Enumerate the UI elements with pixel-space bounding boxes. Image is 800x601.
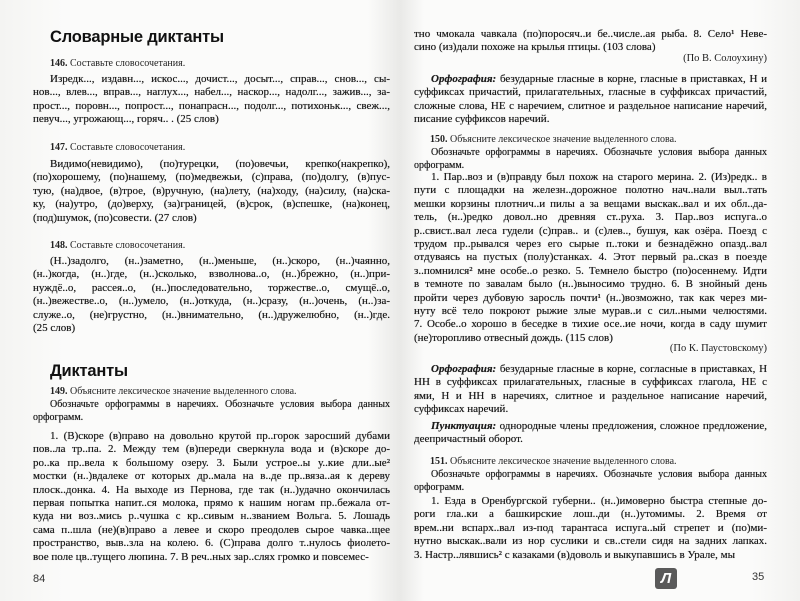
text-line: нуту всё тело покроют рыжие злые мурав..и с сил..ными челюстями. (414, 304, 767, 317)
text-line: деепричастный оборот. (414, 433, 523, 446)
text-line: ку, (на)утро, (до)верху, (за)границей, (в)срок, (в)спешке, (на)конец, (33, 198, 390, 211)
text-line: трудом пр..рывался через его сырые п..токи и безнадёжно опазд..вал (414, 237, 767, 250)
text-line: (Н..)задолго, (н..)заметно, (н..)меньше, (н..)скоро, (н..)чаянно, (50, 255, 390, 267)
exercise-151-text (414, 495, 767, 562)
text-line: сино (из)дали похоже на крылья птицы. (103 слова) (414, 41, 656, 54)
exercise-task: Объясните лексическое значение выделенного слова. (450, 456, 677, 467)
text-line: в темноте по завалам было (н..)выносимо трудно. 6. В знойный день (414, 278, 767, 291)
text-line: орфограмм. (414, 482, 465, 494)
note-text: однородные члены предложения, сложное предложение, (499, 420, 767, 432)
exercise-146-text (33, 73, 390, 127)
exercise-number: 148. (50, 240, 68, 251)
text-line: роги гла..ки а башкирские лош..ди (н..)утомимы. 2. Время от (414, 508, 767, 521)
text-line: мешки корзины плотнич..и пилы а за вещами выскак..вал и их обл..да- (414, 197, 767, 210)
text-line: тно чмокала чавкала (по)поросяч..и бе..числе..ая рыба. 8. Село¹ Неве- (414, 28, 767, 40)
exercise-task: Составьте словосочетания. (70, 58, 186, 69)
text-line: Видимо(невидимо), (по)турецки, (по)овечьи, крепко(накрепко), (50, 158, 390, 170)
text-line: 7. Особе..о хорошо в беседке в тихие осе..ие ночи, когда в саду шумит (414, 318, 767, 331)
orthography-note-1 (414, 73, 767, 127)
exercise-task: Составьте словосочетания. (70, 240, 186, 251)
text-line: служе..о, (не)грустно, (н..)внимательно, (н..)дружелюбно, (н..)где. (33, 308, 390, 321)
text-line: нуждё..о, рассея..о, (н..)последовательно, торжестве..о, смущё..о, (33, 281, 390, 294)
text-line: отдуваясь на пустых (полу)станках. 4. Этот первый ра..сказ в поезде (414, 251, 767, 264)
punctuation-note (414, 420, 767, 447)
text-line: (под)шумок, (по)совести. (27 слов) (33, 211, 197, 224)
text-line: суффиксах причастий, прилагательных, гласные в суффиксах причастий, (414, 86, 767, 99)
text-line: з..помнился² мне особе..о резко. 5. Темнело быстро (по)осеннему. Идти (414, 264, 767, 277)
note-term: Пунктуация: (431, 420, 497, 432)
exercise-148-text (33, 255, 390, 335)
exercise-150-label (430, 133, 677, 146)
text-line: р..свист..вал леса гудели (с)прав.. и (с)лев.., бушуя, как озёра. Поезд с (414, 224, 767, 237)
exercise-147-label (50, 141, 185, 154)
text-line: орфограмм. (33, 412, 84, 424)
note-text: безударные гласные в корне, согласные в приставках, Н (499, 363, 767, 375)
exercise-146-label (50, 57, 185, 70)
text-line: нов..., влев..., вправ..., наглух..., набел..., наскор..., надолг..., зажив..., за- (33, 86, 390, 99)
text-line: (не)торопливо отвесный дождь. (115 слов) (414, 331, 613, 344)
text-line: писание суффиксов наречий. (414, 113, 550, 126)
text-line: ями, Н и НН в наречиях, слитное и раздельное написание наречий, (414, 389, 767, 402)
text-line: Обозначьте орфограммы в наречиях. Обозначьте условия выбора данных (431, 469, 767, 480)
exercise-task: Составьте словосочетания. (70, 142, 186, 153)
exercise-149-instructions (33, 398, 390, 425)
text-line: суффиксах наречий. (414, 403, 509, 416)
text-line: (н..)когда, (н..)где, (н..)сколько, взволнова..о, (н..)брежно, (н..)при- (33, 268, 390, 281)
text-line: Обозначьте орфограммы в наречиях. Обозначьте условия выбора данных (431, 147, 767, 158)
exercise-number: 147. (50, 142, 68, 153)
text-line: пройти через дубовую заросль почти¹ (н..)возможно, так как через ми- (414, 291, 767, 304)
text-line: Обозначьте орфограммы в наречиях. Обозначьте условия выбора данных (50, 399, 390, 410)
section-heading-vocabulary-dictations: Словарные диктанты (50, 28, 224, 46)
exercise-151-instructions (414, 468, 767, 495)
text-line: (25 слов) (33, 321, 76, 334)
text-line: куда ни воз..мись р..чушка с кр..сивым н..званием Вольга. 5. Лошадь (33, 510, 390, 523)
text-line: 1. (В)скоре (в)право на довольно крутой пр..горок заросший дубами (50, 430, 390, 442)
note-text: безударные гласные в корне, гласные в приставках, Н и (499, 73, 767, 85)
text-line: 1. Езда в Оренбургской губерни.. (н..)имоверно быстра степные до- (431, 495, 767, 507)
text-line: тель, (н..)редко довол..но древняя ст..руха. 3. Пар..воз испуга..о (414, 211, 767, 224)
text-line: певуч..., угрожающ..., горяч.. . (25 слов) (33, 113, 219, 126)
text-line: пространство, выв..зла на колею. 6. (С)права долго т..нулось фиолето- (33, 537, 390, 550)
text-line: первая попытка напит..ся молока, прямо к нашим ногам пр..бежала от- (33, 496, 390, 509)
note-term: Орфография: (431, 73, 497, 85)
exercise-task: Объясните лексическое значение выделенного слова. (450, 134, 677, 145)
exercise-task: Объясните лексическое значение выделенного слова. (70, 386, 297, 397)
text-line: сама п..шла (не)(в)право а левее и скоро преодолев сырое чавка..щее (33, 523, 390, 536)
text-line: нутно выскак..вали из нор суслики и св..стели сидя на задних лапках. (414, 535, 767, 548)
exercise-149-text (33, 430, 390, 564)
note-term: Орфография: (431, 363, 497, 375)
author-attribution: (По К. Паустовскому) (669, 343, 767, 354)
text-line: прост..., поровн..., попрост..., понапрасн..., подолг..., потихоньк..., свеж..., (33, 99, 390, 112)
text-line: Изредк..., издавн..., искос..., дочист..., досыт..., справ..., снов..., сы- (50, 73, 390, 85)
text-line: (по)хорошему, (по)нашему, (по)медвежьи, (с)права, (по)долгу, (в)пус- (33, 171, 390, 184)
exercise-number: 151. (430, 456, 448, 467)
text-line: вое поле цв..тущего люпина. 7. В реч..ных зар..слях громко и повсемес- (33, 550, 369, 563)
text-line: мостки (н..)вдалеке от которых др..мала на в..де пр..вяза..ая к дереву (33, 470, 390, 483)
text-line (414, 420, 767, 433)
text-line: пути с площадки на железн..дорожное полотно нач..нали выл..тать (414, 184, 767, 197)
exercise-150-text (414, 171, 767, 345)
exercise-151-label (430, 455, 677, 468)
author-attribution: (По В. Солоухину) (683, 53, 767, 64)
text-line: НН в суффиксах прилагательных, гласные в суффиксах глагола, НЕ с (414, 376, 767, 389)
page-number-left: 84 (33, 573, 46, 585)
text-line: пов..ла тр..па. 2. Между тем (в)переди сверкнула вода и (в)скоре до- (33, 443, 390, 456)
text-line: орфограмм. (414, 160, 465, 172)
publisher-logo-icon: Л (655, 568, 677, 589)
page-number-right: 35 (752, 571, 765, 583)
exercise-number: 149. (50, 386, 68, 397)
text-line: 1. Пар..воз и (в)правду был похож на старого мерина. 2. (Из)редк.. в (431, 171, 767, 183)
text-line: 3. Настр..лявшись² с казаками (в)доволь и выкупавшись в Урале, мы (414, 548, 735, 561)
exercise-150-instructions (414, 146, 767, 173)
text-line: (н..)вежестве..о, (н..)умело, (н..)откуда, (н..)сразу, (н..)очень, (н..)за- (33, 295, 390, 308)
text-line (414, 363, 767, 376)
text-line: плоск..донка. 4. На выходе из Пернова, где так (н..)удачно окончилась (33, 483, 390, 496)
exercise-number: 146. (50, 58, 68, 69)
exercise-149-label (50, 385, 297, 398)
text-line: врем..ни вспарх..вал из-под тарантаса испуга..ый стрепет и (по)ми- (414, 521, 767, 534)
text-line: сложные слова, НЕ с наречием, слитное и раздельное написание наречий, (414, 99, 767, 112)
exercise-148-label (50, 239, 185, 252)
text-line (414, 73, 767, 86)
text-line: тую, (на)двое, (в)трое, (в)ручную, (на)лету, (на)ходу, (на)силу, (на)ска- (33, 184, 390, 197)
text-line: ро..ка пр..вела к большому озеру. 3. Были устрое..ы у..кие дли..ые² (33, 456, 390, 469)
dictation-continuation (414, 28, 767, 55)
orthography-note-2 (414, 363, 767, 417)
exercise-number: 150. (430, 134, 448, 145)
section-heading-dictations: Диктанты (50, 362, 128, 380)
exercise-147-text (33, 158, 390, 225)
